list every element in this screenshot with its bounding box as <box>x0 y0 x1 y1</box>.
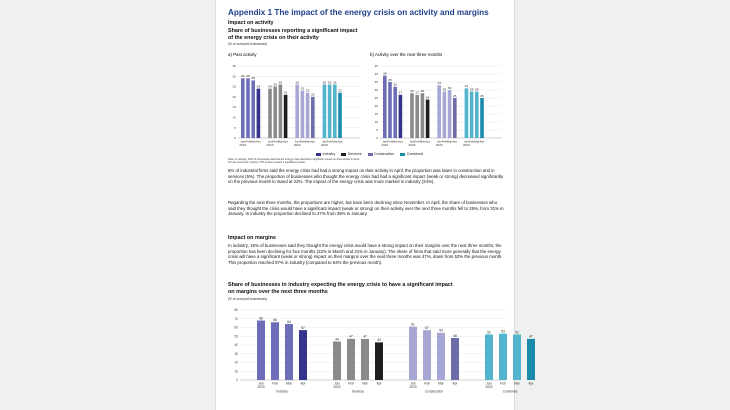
bar <box>241 78 245 138</box>
bar <box>499 334 507 380</box>
section-heading-margins: Impact on margins <box>228 235 276 241</box>
data-label: 28 <box>251 76 255 81</box>
x-tick-label: Apr <box>337 139 343 144</box>
data-label: 23 <box>300 86 305 91</box>
x-tick-label: Jan <box>240 139 246 144</box>
bar <box>333 342 341 381</box>
x-tick-year-label: 2023 <box>257 385 265 390</box>
data-label: 26 <box>333 80 337 85</box>
x-tick-label: Jan <box>258 381 264 386</box>
y-tick-label: 30 <box>234 351 238 356</box>
x-tick-label: Mar <box>392 139 398 144</box>
data-label: 31 <box>464 84 469 89</box>
bar <box>251 80 255 138</box>
y-tick-label: 70 <box>234 316 238 321</box>
bar <box>361 339 369 380</box>
y-tick-label: 80 <box>234 308 238 313</box>
data-label: 29 <box>475 87 479 92</box>
x-tick-label: Feb <box>326 139 333 144</box>
data-label: 28 <box>410 89 414 93</box>
data-label: 33 <box>437 81 441 85</box>
y-tick-label: 0 <box>236 378 238 383</box>
x-tick-label: Feb <box>348 381 354 386</box>
x-tick-label: Mar <box>286 381 292 386</box>
x-tick-label: Feb <box>424 381 430 386</box>
x-tick-label: Mar <box>277 139 284 144</box>
y-tick-label: 35 <box>232 64 236 69</box>
data-label: 25 <box>453 93 457 98</box>
legend-swatch <box>316 153 321 156</box>
legend-label: Industry <box>322 152 336 156</box>
bar <box>333 85 337 138</box>
bar <box>393 87 397 138</box>
y-tick-label: 10 <box>374 120 378 125</box>
data-label: 26 <box>327 80 332 85</box>
x-tick-year-label: 2023 <box>381 143 389 147</box>
y-tick-label: 0 <box>234 136 236 141</box>
y-tick-label: 35 <box>374 80 378 85</box>
bar <box>448 90 452 138</box>
x-tick-label: Apr <box>528 381 534 386</box>
x-tick-label: Apr <box>376 381 382 386</box>
bar <box>285 324 293 380</box>
x-tick-label: Feb <box>414 139 420 144</box>
data-label: 27 <box>415 90 419 95</box>
y-tick-label: 25 <box>374 96 378 101</box>
data-label: 28 <box>420 89 425 93</box>
bar <box>409 327 417 380</box>
group-label: Services <box>351 389 365 394</box>
x-tick-label: Feb <box>387 139 393 144</box>
bar <box>383 76 387 138</box>
x-tick-label: Mar <box>514 381 520 386</box>
data-label: 57 <box>425 325 429 330</box>
data-label: 44 <box>335 337 339 342</box>
y-tick-label: 40 <box>234 343 238 348</box>
paragraph-activity-1: 6% of industrial firms said the energy crisis had had a strong impact on their activity in April; the proportion was lower in construction and in services (5%). The proportion of businesses who thought the energy crisis had had a significant impact (weak or strong) decreased significantly on the previous month to stand at 22%. The impact of the energy crisis was more marked in industry (24%). <box>228 168 504 185</box>
data-label: 68 <box>259 316 263 321</box>
data-label: 61 <box>411 322 415 327</box>
x-tick-label: Apr <box>479 139 485 144</box>
x-tick-label: Mar <box>332 139 338 144</box>
bar <box>284 95 288 138</box>
bar <box>246 78 250 138</box>
legend-swatch <box>368 153 373 156</box>
legend-item <box>400 152 423 156</box>
y-tick-label: 20 <box>232 94 236 99</box>
bar <box>328 85 332 138</box>
data-label: 24 <box>256 84 261 89</box>
x-tick-year-label: 2023 <box>485 385 493 390</box>
document-page <box>215 0 534 410</box>
bar <box>257 89 261 138</box>
x-tick-label: Apr <box>283 139 289 144</box>
bar <box>306 93 310 138</box>
bar <box>375 342 383 380</box>
data-label: 26 <box>278 80 283 85</box>
x-tick-label: Mar <box>304 139 311 144</box>
x-tick-label: Jan <box>382 139 388 144</box>
data-label: 47 <box>529 334 533 339</box>
chart2-title <box>228 282 453 295</box>
chart2-title-line2: on margins over the next three months <box>228 288 328 295</box>
x-tick-label: Mar <box>362 381 368 386</box>
x-tick-label: Apr <box>452 139 458 144</box>
y-tick-label: 20 <box>374 104 378 109</box>
chart1-title <box>228 28 357 41</box>
x-tick-label: Apr <box>397 139 403 144</box>
data-label: 29 <box>442 87 447 92</box>
panel-a-label: a) Past activity <box>228 52 257 57</box>
data-label: 43 <box>377 338 381 343</box>
bar <box>480 98 484 138</box>
bar <box>437 85 441 138</box>
data-label: 54 <box>439 328 443 333</box>
data-label: 57 <box>301 325 305 330</box>
data-label: 21 <box>283 90 288 95</box>
data-label: 20 <box>311 92 315 97</box>
bar <box>415 95 419 138</box>
data-label: 22 <box>305 88 310 93</box>
y-tick-label: 25 <box>232 84 236 89</box>
bar <box>268 89 272 138</box>
legend-swatch <box>400 153 405 156</box>
x-tick-year-label: 2023 <box>320 143 328 147</box>
bar <box>470 92 474 138</box>
x-tick-year-label: 2023 <box>435 143 443 147</box>
x-tick-label: Feb <box>468 139 475 144</box>
y-tick-label: 45 <box>374 64 378 69</box>
bar <box>513 335 521 381</box>
chart2-unit: (% of surveyed businesses) <box>228 297 268 301</box>
x-tick-label: Feb <box>441 139 448 144</box>
data-label: 39 <box>383 71 387 76</box>
paragraph-margins-1: In industry, 19% of businesses said they thought the energy crisis would have a strong impact on their margins over the next three months; the proportion has been declining for four months (22% in March and 31% in January). The share of firms that said more generally that the energy crisis will have a significant (weak or strong) impact on their margins over the next three months was 47%, down from 52% the previous month. This proportion reached 57% in industry (compared to 64% the previous month). <box>228 243 503 265</box>
data-label: 30 <box>447 85 452 90</box>
y-tick-label: 10 <box>234 369 238 374</box>
data-label: 29 <box>469 87 474 92</box>
legend-item <box>316 152 335 156</box>
bar <box>451 338 459 380</box>
y-tick-label: 5 <box>234 125 236 130</box>
section-heading-activity: Impact on activity <box>228 20 274 26</box>
bar <box>323 85 327 138</box>
bar <box>338 93 342 138</box>
x-tick-label: Jan <box>321 139 327 144</box>
x-tick-label: Jan <box>410 381 416 386</box>
bar <box>443 92 447 138</box>
y-tick-label: 30 <box>232 74 236 79</box>
data-label: 25 <box>480 93 484 98</box>
x-tick-year-label: 2023 <box>293 143 301 147</box>
y-tick-label: 30 <box>374 88 378 93</box>
group-label: Industry <box>276 389 288 394</box>
x-tick-label: Jan <box>267 139 273 144</box>
x-tick-label: Apr <box>255 139 261 144</box>
bar <box>388 82 392 138</box>
data-label: 24 <box>268 84 272 89</box>
data-label: 35 <box>388 77 392 82</box>
group-label: Combined <box>502 389 518 394</box>
y-tick-label: 0 <box>376 136 378 141</box>
bar <box>527 339 535 380</box>
data-label: 53 <box>501 329 505 334</box>
data-label: 27 <box>398 90 403 95</box>
x-tick-label: Mar <box>474 139 480 144</box>
x-tick-label: Jan <box>409 139 415 144</box>
legend-item <box>341 152 361 156</box>
y-tick-label: 5 <box>376 128 378 133</box>
y-tick-label: 15 <box>232 105 236 110</box>
x-tick-label: Feb <box>299 139 306 144</box>
chart2-title-line1: Share of businesses in industry expecting the energy crisis to have a significant impact <box>228 282 453 288</box>
bar <box>437 333 445 380</box>
appendix-title: Appendix 1 The impact of the energy crisis on activity and margins <box>228 8 489 17</box>
x-tick-label: Apr <box>425 139 431 144</box>
x-tick-label: Feb <box>245 139 251 144</box>
x-tick-label: Mar <box>419 139 426 144</box>
data-label: 66 <box>273 318 277 323</box>
x-tick-label: Jan <box>486 381 492 386</box>
data-label: 22 <box>338 88 342 93</box>
chart-past-activity <box>226 59 362 152</box>
chart1-title-line2: of the energy crisis on their activity <box>228 34 319 41</box>
bar <box>271 322 279 380</box>
legend-label: Combined <box>406 152 424 156</box>
bar <box>299 330 307 380</box>
x-tick-label: Feb <box>272 381 278 386</box>
x-tick-year-label: 2023 <box>266 143 274 147</box>
y-tick-label: 40 <box>374 72 378 77</box>
y-tick-label: 60 <box>234 325 238 330</box>
note-line-2: For the next three months, 27% of them expect a significant impact. <box>228 161 306 165</box>
bar <box>421 93 425 138</box>
data-label: 48 <box>453 333 457 338</box>
bar <box>257 321 265 381</box>
bar <box>279 85 283 138</box>
bar <box>465 88 469 138</box>
x-tick-year-label: 2023 <box>408 143 416 147</box>
x-tick-label: Apr <box>452 381 458 386</box>
legend-label: Services <box>347 152 362 156</box>
x-tick-label: Apr <box>300 381 306 386</box>
x-tick-year-label: 2023 <box>409 385 417 390</box>
legend-swatch <box>341 153 346 156</box>
x-tick-label: Mar <box>446 139 453 144</box>
data-label: 47 <box>363 334 367 339</box>
x-tick-label: Jan <box>463 139 469 144</box>
x-tick-year-label: 2023 <box>333 385 341 390</box>
bar <box>426 100 430 138</box>
bar <box>453 98 457 138</box>
data-label: 32 <box>393 82 397 87</box>
panel-b-label: b) Activity over the next three months <box>370 52 443 57</box>
data-label: 25 <box>273 82 277 87</box>
chart-next-three-months-activity <box>368 59 504 152</box>
chart1-legend <box>316 152 423 156</box>
bar <box>423 330 431 380</box>
x-tick-label: Feb <box>272 139 278 144</box>
chart1-title-line1: Share of businesses reporting a significant impact <box>228 28 358 34</box>
chart-margins-industry <box>226 304 534 402</box>
paragraph-activity-2: Regarding the next three months, the proportions are higher, but have been declining since November. In April, the share of businesses who said they thought the crisis would have a significant impact (weak or strong) on their activity over the next three months fell to 25%, from 31% in January. In industry the proportion declined to 27% from 39% in January. <box>228 200 504 217</box>
x-tick-label: Jan <box>294 139 300 144</box>
bar <box>399 95 403 138</box>
chart1-unit: (% of surveyed businesses) <box>228 42 268 46</box>
x-tick-year-label: 2023 <box>462 143 470 147</box>
bar <box>347 339 355 380</box>
data-label: 26 <box>295 80 299 85</box>
x-tick-label: Feb <box>500 381 506 386</box>
data-label: 29 <box>241 74 245 79</box>
bar <box>410 93 414 138</box>
bar <box>301 91 305 138</box>
x-tick-year-label: 2023 <box>239 143 247 147</box>
bar <box>273 87 277 138</box>
x-tick-label: Mar <box>250 139 256 144</box>
note-line-1: Note: in industry, 29% of companies said that the energy crisis had had a significant impact on their activity in April. <box>228 158 360 161</box>
data-label: 24 <box>425 95 430 100</box>
x-tick-label: Mar <box>438 381 444 386</box>
bar <box>311 97 315 138</box>
bar <box>295 85 299 138</box>
legend-item <box>368 152 395 156</box>
x-tick-label: Jan <box>436 139 442 144</box>
group-label: Construction <box>425 389 443 394</box>
legend-label: Construction <box>374 152 395 156</box>
data-label: 29 <box>246 74 250 79</box>
y-tick-label: 20 <box>234 360 238 365</box>
x-tick-label: Jan <box>334 381 340 386</box>
y-tick-label: 15 <box>374 112 378 117</box>
y-tick-label: 10 <box>232 115 236 120</box>
data-label: 64 <box>287 319 291 324</box>
data-label: 47 <box>349 334 353 339</box>
chart1-notes <box>228 158 498 164</box>
data-label: 26 <box>322 80 327 85</box>
bar <box>475 92 479 138</box>
x-tick-label: Apr <box>310 139 316 144</box>
data-label: 52 <box>515 330 519 335</box>
data-label: 52 <box>487 330 491 335</box>
y-tick-label: 50 <box>234 334 238 339</box>
bar <box>485 335 493 381</box>
